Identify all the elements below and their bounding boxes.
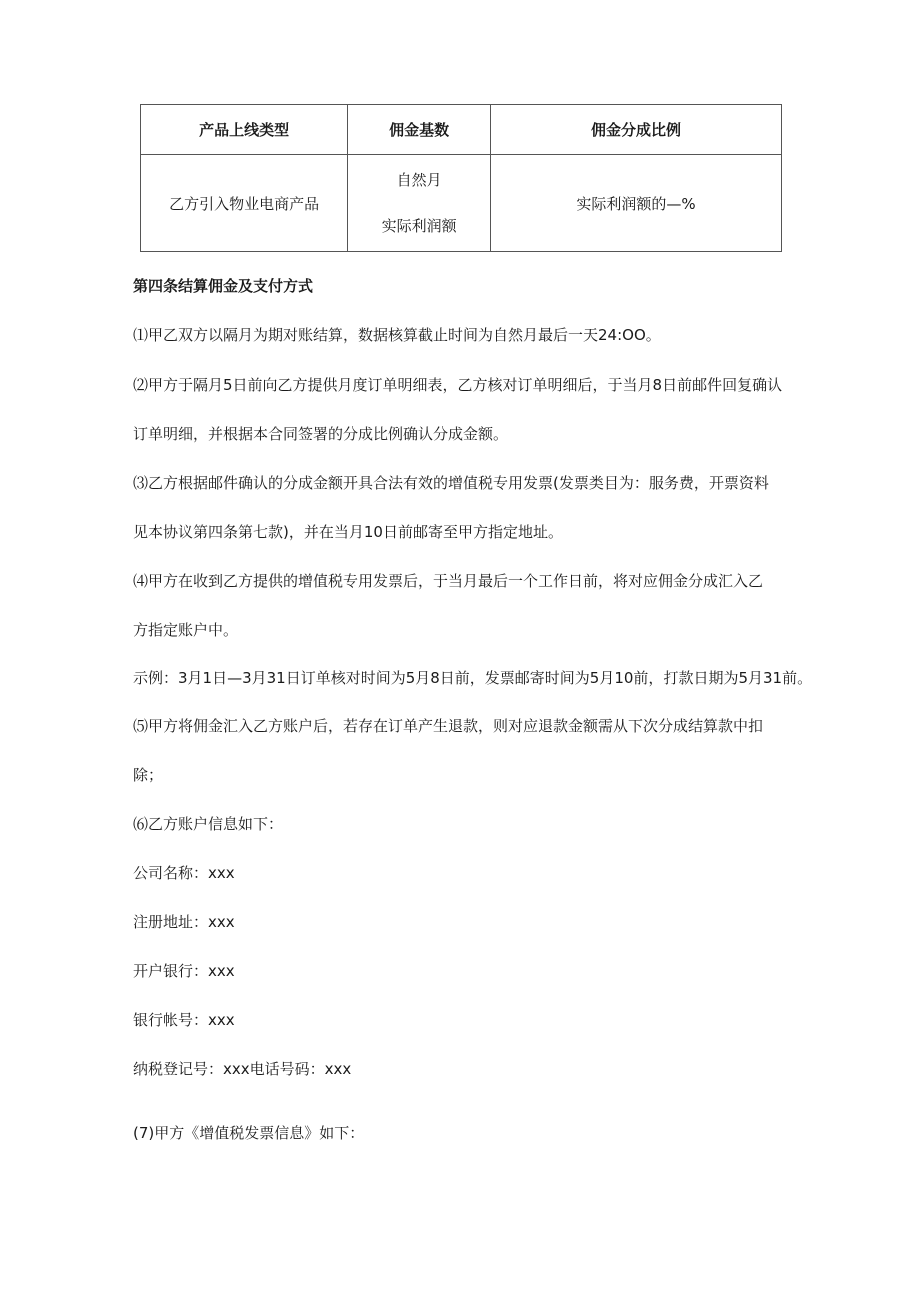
cell-base-line1: 自然月 <box>396 171 442 189</box>
paragraph-6: ⑹乙方账户信息如下： <box>133 815 284 833</box>
company-name-line: 公司名称：xxx <box>133 864 235 882</box>
commission-table <box>140 104 782 252</box>
paragraph-5-line-2: 除； <box>133 766 164 784</box>
paragraph-4-line-1: ⑷甲方在收到乙方提供的增值税专用发票后，于当月最后一个工作日前，将对应佣金分成汇入乙 <box>133 572 764 590</box>
paragraph-2-line-2: 订单明细，并根据本合同签署的分成比例确认分成金额。 <box>133 425 509 443</box>
section-title: 第四条结算佣金及支付方式 <box>133 277 314 295</box>
paragraph-2-line-1: ⑵甲方于隔月5日前向乙方提供月度订单明细表，乙方核对订单明细后，于当月8日前邮件回复确认 <box>133 376 783 394</box>
cell-product-type: 乙方引入物业电商产品 <box>141 155 348 252</box>
paragraph-7: (7)甲方《增值税发票信息》如下： <box>133 1124 365 1142</box>
paragraph-4-line-2: 方指定账户中。 <box>133 621 239 639</box>
paragraph-5-line-1: ⑸甲方将佣金汇入乙方账户后，若存在订单产生退款，则对应退款金额需从下次分成结算款中扣 <box>133 717 764 735</box>
cell-commission-base <box>348 155 491 252</box>
header-product-type: 产品上线类型 <box>141 105 348 155</box>
table-row <box>141 155 782 252</box>
paragraph-3-line-2: 见本协议第四条第七款)，并在当月10日前邮寄至甲方指定地址。 <box>133 523 563 541</box>
example-line: 示例：3月1日—3月31日订单核对时间为5月8日前，发票邮寄时间为5月10前，打款日期为5月31前。 <box>133 669 813 687</box>
tax-phone-line: 纳税登记号：xxx电话号码：xxx <box>133 1060 352 1078</box>
registered-address-line: 注册地址：xxx <box>133 913 235 931</box>
cell-base-line2: 实际利润额 <box>381 217 457 235</box>
cell-commission-ratio: 实际利润额的—% <box>490 155 781 252</box>
account-number-line: 银行帐号：xxx <box>133 1011 235 1029</box>
header-commission-base: 佣金基数 <box>348 105 491 155</box>
bank-line: 开户银行：xxx <box>133 962 235 980</box>
paragraph-1: ⑴甲乙双方以隔月为期对账结算，数据核算截止时间为自然月最后一天24:OO。 <box>133 326 661 344</box>
paragraph-3-line-1: ⑶乙方根据邮件确认的分成金额开具合法有效的增值税专用发票(发票类目为：服务费，开票资料 <box>133 474 769 492</box>
table-header-row <box>141 105 782 155</box>
header-commission-ratio: 佣金分成比例 <box>490 105 781 155</box>
